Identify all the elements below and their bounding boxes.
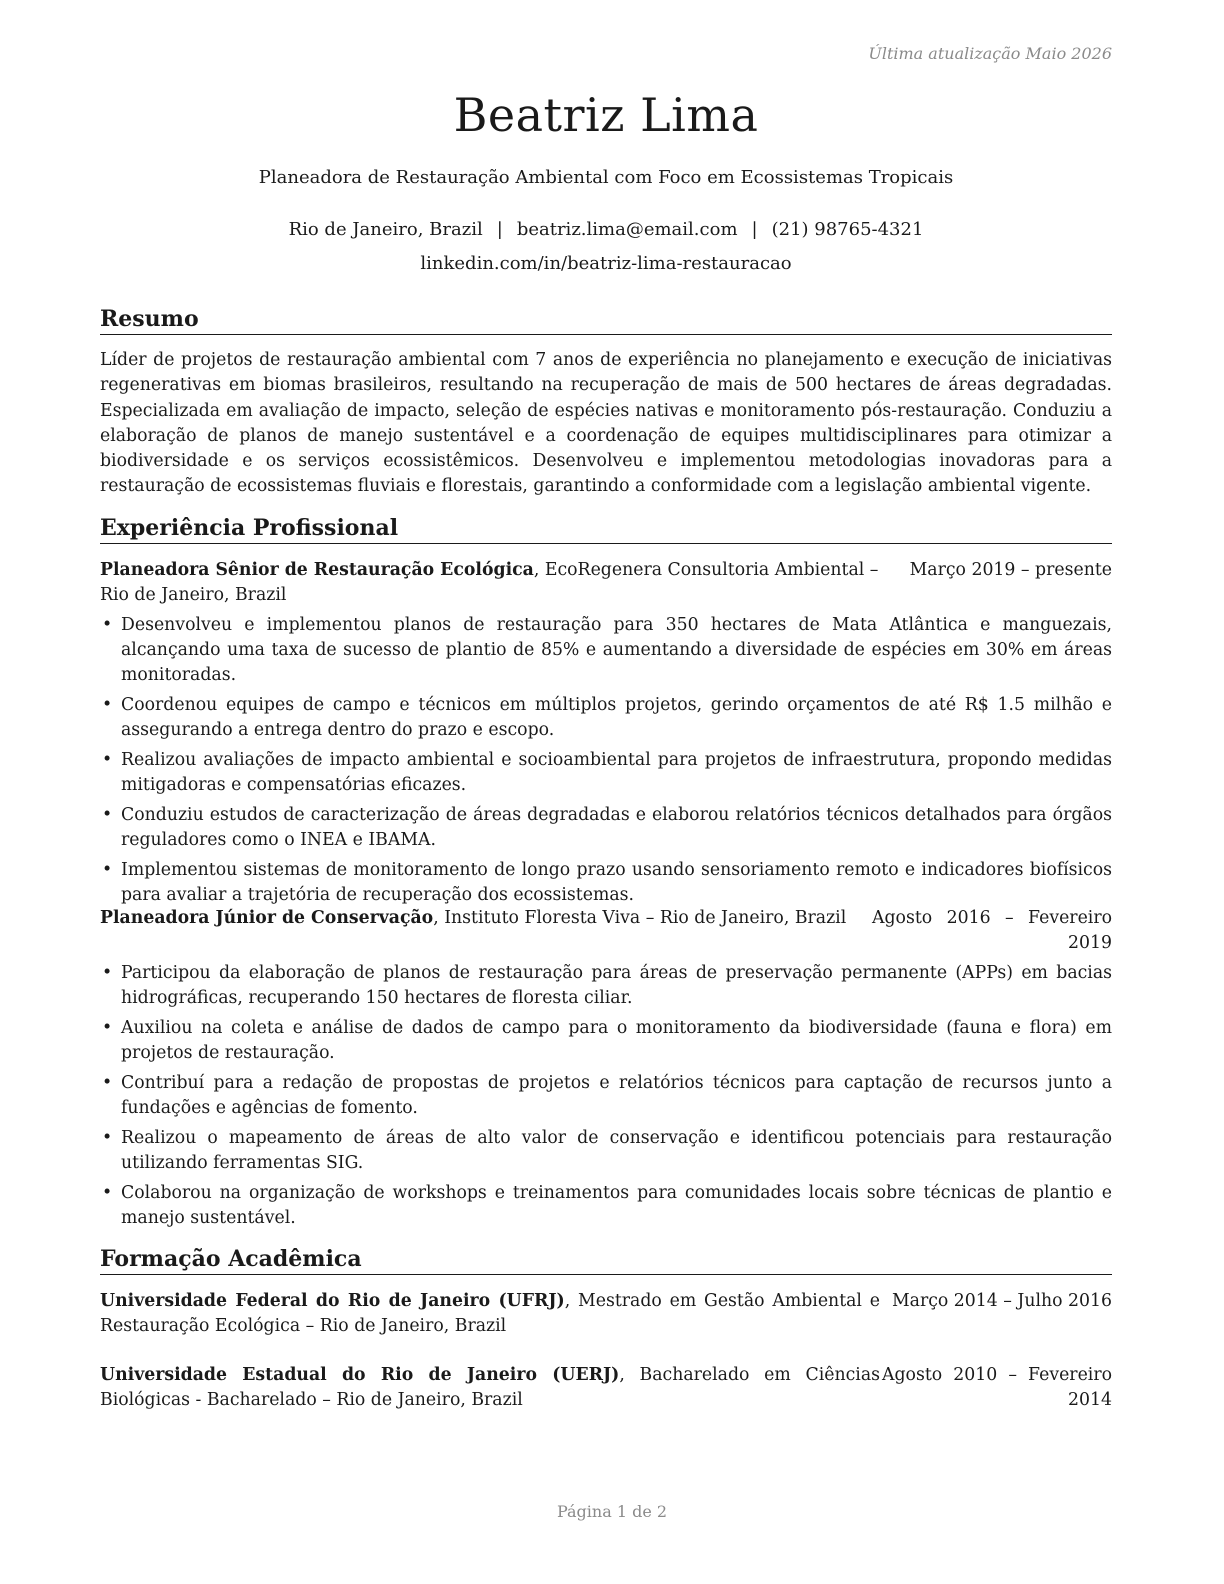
linkedin-link[interactable]: linkedin.com/in/beatriz-lima-restauracao [420,253,792,274]
bullet-item: • Conduziu estudos de caracterização de áreas degradadas e elaborou relatórios técnicos detalhados para órgãos reguladores como o INEA e IBAMA. [100,803,1112,853]
separator: | [751,219,758,240]
job-org: , EcoRegenera Consultoria Ambiental – Rio de Janeiro, Brazil [100,560,879,605]
education-title-line [100,1363,880,1413]
job-org: , Instituto Floresta Viva – Rio de Janeiro, Brazil [433,908,847,928]
section-title-education: Formação Acadêmica [100,1245,1112,1275]
education-entry [100,1289,1112,1339]
separator: | [496,219,503,240]
job-entry [100,906,1112,1236]
job-header [100,906,1112,953]
job-role: Planeadora Júnior de Conservação [100,908,434,928]
job-dates: Agosto 2016 – Fevereiro 2019 [872,908,1112,953]
education-dates: Março 2014 – Julho 2016 [891,1291,1112,1311]
bullet-item: • Colaborou na organização de workshops e treinamentos para comunidades locais sobre técnicas de plantio e manejo sustentável. [100,1181,1112,1231]
education-detail: , Mestrado em Gestão Ambiental e Restauração Ecológica – Rio de Janeiro, Brazil [100,1291,880,1336]
contact-line [100,219,1112,240]
page-number: Página 1 de 2 [556,1502,668,1521]
education-school: Universidade Estadual do Rio de Janeiro (UERJ) [100,1365,620,1385]
bullet-item: • Implementou sistemas de monitoramento de longo prazo usando sensoriamento remoto e indicadores biofísicos para avaliar a trajetória de recuperação dos ecossistemas. [100,858,1112,908]
section-title-experience: Experiência Profissional [100,514,1112,544]
education-school: Universidade Federal do Rio de Janeiro (UFRJ) [100,1291,565,1311]
job-header [100,558,1112,608]
job-title-line [100,906,890,931]
education-dates: Agosto 2010 – Fevereiro 2014 [882,1365,1112,1410]
bullet-item: • Participou da elaboração de planos de restauração para áreas de preservação permanente (APPs) em bacias hidrográficas, recuperando 150 hectares de floresta ciliar. [100,961,1112,1011]
resume-page [100,0,1112,1584]
education-title-line [100,1289,880,1339]
phone: (21) 98765-4321 [771,219,924,240]
location: Rio de Janeiro, Brazil [288,219,483,240]
education-detail: , Bacharelado em Ciências Biológicas - Bacharelado – Rio de Janeiro, Brazil [100,1365,880,1410]
bullet-item: • Realizou avaliações de impacto ambiental e socioambiental para projetos de infraestrutura, propondo medidas mitigadoras e compensatórias eficazes. [100,748,1112,798]
summary-text: Líder de projetos de restauração ambiental com 7 anos de experiência no planejamento e execução de iniciativas regenerativas em biomas brasileiros, resultando na recuperação de mais de 500 hectares de áreas degradadas. Especializada em avaliação de impacto, seleção de espécies nativas e monitoramento pós-restauração. Conduziu a elaboração de planos de manejo sustentável e a coordenação de equipes multidisciplinares para otimizar a biodiversidade e os serviços ecossistêmicos. Desenvolveu e implementou metodologias inovadoras para a restauração de ecossistemas fluviais e florestais, garantindo a conformidade com a legislação ambiental vigente. [100,350,1112,497]
bullet-item: • Coordenou equipes de campo e técnicos em múltiplos projetos, gerindo orçamentos de até R$ 1.5 milhão e assegurando a entrega dentro do prazo e escopo. [100,693,1112,743]
last-updated: Última atualização Maio 2026 [868,44,1112,63]
bullet-item: • Realizou o mapeamento de áreas de alto valor de conservação e identificou potenciais para restauração utilizando ferramentas SIG. [100,1126,1112,1176]
bullet-item: • Contribuí para a redação de propostas de projetos e relatórios técnicos para captação de recursos junto a fundações e agências de fomento. [100,1071,1112,1121]
job-bullets [100,613,1112,908]
job-bullets [100,961,1112,1231]
job-title-line [100,558,890,608]
education-entry [100,1363,1112,1413]
headline: Planeadora de Restauração Ambiental com Foco em Ecossistemas Tropicais [258,167,954,188]
section-title-summary: Resumo [100,305,1112,335]
email-link[interactable]: beatriz.lima@email.com [516,219,738,240]
job-role: Planeadora Sênior de Restauração Ecológica [100,560,534,580]
bullet-item: • Desenvolveu e implementou planos de restauração para 350 hectares de Mata Atlântica e manguezais, alcançando uma taxa de sucesso de plantio de 85% e aumentando a diversidade de espécies em 30% em áreas monitoradas. [100,613,1112,688]
candidate-name: Beatriz Lima [453,88,759,142]
bullet-item: • Auxiliou na coleta e análise de dados de campo para o monitoramento da biodiversidade (fauna e flora) em projetos de restauração. [100,1016,1112,1066]
job-dates: Março 2019 – presente [909,560,1112,580]
job-entry [100,558,1112,913]
